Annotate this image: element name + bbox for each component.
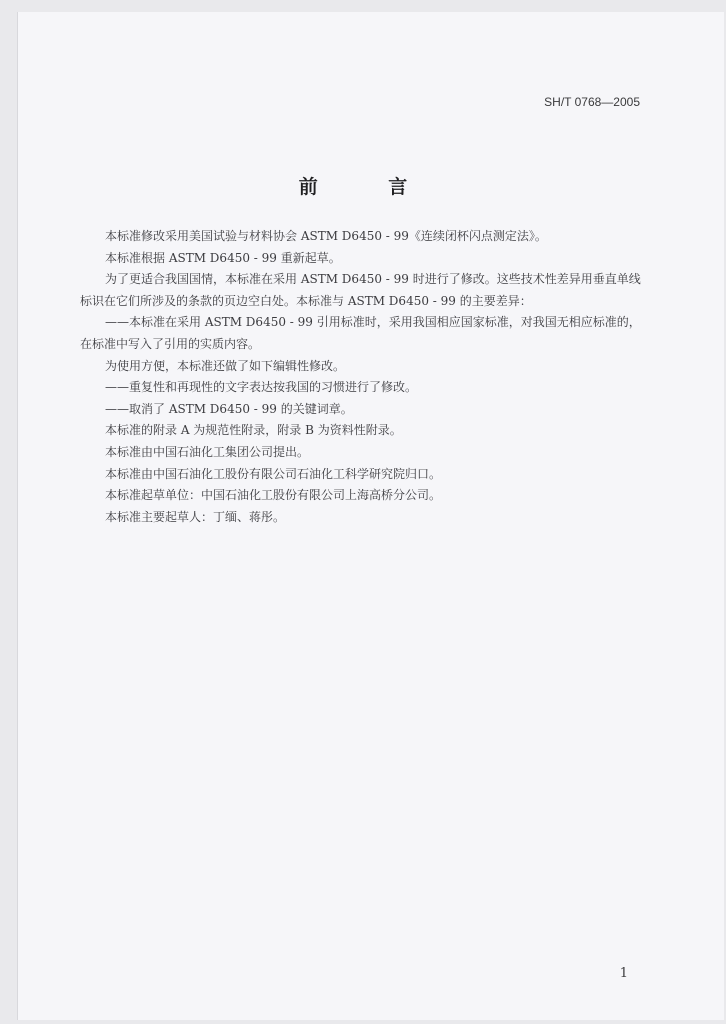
paragraph: 本标准由中国石油化工股份有限公司石油化工科学研究院归口。 bbox=[105, 466, 442, 481]
paragraph: 本标准的附录 A 为规范性附录，附录 B 为资料性附录。 bbox=[105, 423, 402, 438]
paragraph: ——重复性和再现性的文字表达按我国的习惯进行了修改。 bbox=[105, 380, 418, 395]
paragraph: 本标准主要起草人：丁缅、蒋彤。 bbox=[105, 509, 286, 524]
paragraph: ——取消了 ASTM D6450 - 99 的关键词章。 bbox=[105, 401, 353, 416]
paragraph: 本标准由中国石油化工集团公司提出。 bbox=[105, 444, 310, 459]
paragraph: 为使用方便，本标准还做了如下编辑性修改。 bbox=[105, 358, 346, 373]
standard-code: SH/T 0768—2005 bbox=[544, 95, 640, 109]
paragraph: 为了更适合我国国情，本标准在采用 ASTM D6450 - 99 时进行了修改。这些技术性差异用垂直单线标识在它们所涉及的条款的页边空白处。本标准与 ASTM D6450 - 99 的主要差异： bbox=[80, 272, 641, 308]
page-title: 前 言 bbox=[298, 176, 440, 198]
paragraph: ——本标准在采用 ASTM D6450 - 99 引用标准时，采用我国相应国家标准，对我国无相应标准的，在标准中写入了引用的实质内容。 bbox=[80, 315, 641, 351]
page-number: 1 bbox=[619, 966, 628, 981]
paragraph: 本标准根据 ASTM D6450 - 99 重新起草。 bbox=[105, 250, 341, 265]
document-body bbox=[80, 226, 646, 528]
paragraph: 本标准修改采用美国试验与材料协会 ASTM D6450 - 99《连续闭杯闪点测定法》。 bbox=[105, 229, 547, 243]
paragraph: 本标准起草单位：中国石油化工股份有限公司上海高桥分公司。 bbox=[105, 488, 442, 503]
